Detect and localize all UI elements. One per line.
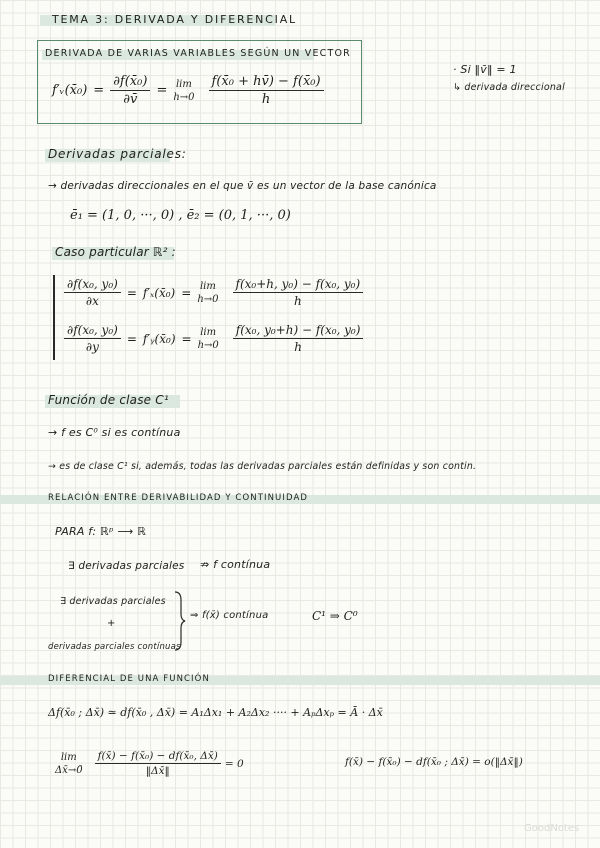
diff-lim-label: lim — [60, 751, 77, 763]
relation-intro: PARA f: ℝᵖ ⟶ ℝ — [55, 525, 147, 538]
partials-heading: Derivadas parciales: — [48, 147, 187, 161]
partial-y-limit — [198, 326, 219, 352]
watermark: GoodNotes — [524, 823, 580, 834]
differential-equation: Δf(x̄₀ ; Δx̄) ≃ df(x̄₀ , Δx̄) = A₁Δx₁ + A₂Δx₂ ···· + AₚΔxₚ = Ā · Δx̄ — [48, 706, 383, 719]
diff-limit-numerator: f(x̄) − f(x̄₀) − df(x̄₀, Δx̄) — [95, 750, 221, 764]
partial-y-quotient-denominator: h — [294, 340, 302, 354]
partial-x-numerator: ∂f(x₀, y₀) — [64, 277, 121, 293]
differentiability-limit — [55, 750, 244, 777]
continuous-partials: derivadas parciales contínuas — [48, 642, 181, 652]
fv-symbol: f′ᵥ(x̄₀) — [52, 83, 88, 98]
not-implies-continuous: ⇏ f contínua — [200, 558, 271, 571]
exists-partials-2: ∃ derivadas parciales — [60, 596, 166, 607]
relation-heading: RELACIÓN ENTRE DERIVABILIDAD Y CONTINUIDAD — [48, 493, 309, 503]
partial-y-lim-subscript: h→0 — [197, 339, 219, 351]
difference-quotient — [209, 74, 324, 107]
fx-symbol: f′ₓ(x̄₀) — [142, 285, 176, 300]
partial-y-denominator: ∂y — [85, 340, 99, 354]
page-title: TEMA 3: DERIVADA Y DIFERENCIAL — [52, 13, 297, 26]
c1-implies-c0: C¹ ⇒ C⁰ — [312, 609, 358, 623]
partial-numerator: ∂f(x̄₀) — [110, 74, 150, 91]
class-c1-definition: → es de clase C¹ si, además, todas las derivadas parciales están definidas y son contin. — [48, 461, 477, 472]
partial-denominator: ∂v̄ — [123, 92, 138, 107]
partial-x-lim-subscript: h→0 — [197, 293, 219, 305]
partial-x-quotient-denominator: h — [293, 294, 302, 308]
lim-subscript: h→0 — [173, 91, 195, 103]
partial-y-fraction — [64, 323, 121, 354]
partials-definition: → derivadas direccionales en el que v̄ es un vector de la base canónica — [48, 180, 437, 192]
diff-limit-denominator: ‖Δx̄‖ — [145, 765, 170, 777]
partial-x-quotient — [233, 277, 364, 308]
diff-limit-fraction — [95, 750, 221, 777]
fy-symbol: f′ᵧ(x̄₀) — [142, 331, 176, 346]
partial-x-equation: $\frac{\text{∂f(x₀, y₀)}}{\partial x}$ = f′ₓ(x̄₀) = lim h→0 $\frac{\text{f(x₀+h, y₀) − f(x₀, y₀)}}{h}$ — [64, 277, 363, 308]
plus-sign: + — [107, 618, 116, 629]
implies-continuous: ⇒ f(x̄) contínua — [190, 610, 269, 621]
case-heading: Caso particular ℝ² : — [55, 245, 176, 259]
partial-x-quotient-numerator: f(x₀+h, y₀) − f(x₀, y₀) — [233, 277, 364, 293]
directional-derivative-note: ↳ derivada direccional — [453, 82, 565, 93]
partial-y-quotient-numerator: f(x₀, y₀+h) − f(x₀, y₀) — [233, 323, 364, 339]
equals-zero: = 0 — [224, 757, 244, 770]
diff-lim-subscript: Δx̄→0̄ — [55, 764, 83, 776]
partial-x-fraction — [64, 277, 121, 308]
definition-title: DERIVADA DE VARIAS VARIABLES SEGÚN UN VECTOR — [45, 48, 351, 59]
lim-label: lim — [175, 78, 192, 90]
quotient-numerator: f(x̄₀ + hv̄) − f(x̄₀) — [209, 74, 324, 91]
partial-x-limit — [197, 280, 218, 306]
directional-derivative-formula: f′ᵥ(x̄₀) = $\frac{\text{∂f(x̄₀)}}{\partial v̄}$ = lim h→0 $\frac{\text{f(x̄₀ + hv̄) − f(x̄₀)}}{h}$ — [52, 74, 324, 107]
partial-x-denominator: ∂x — [85, 294, 99, 308]
brace-icon — [172, 590, 186, 652]
unit-vector-note: · Si ‖v̄‖ = 1 — [453, 63, 517, 76]
quotient-denominator: h — [261, 92, 271, 107]
partial-y-equation: $\frac{\text{∂f(x₀, y₀)}}{\partial y}$ = f′ᵧ(x̄₀) = lim h→0 $\frac{\text{f(x₀, y₀+h) − f(x₀, y₀)}}{h}$ — [64, 323, 363, 354]
case-left-bar — [53, 275, 55, 360]
class-c0-definition: → f es C⁰ si es contínua — [48, 426, 181, 439]
class-heading: Función de clase C¹ — [48, 393, 169, 407]
exists-partials: ∃ derivadas parciales — [68, 560, 185, 572]
partial-y-numerator: ∂f(x₀, y₀) — [64, 323, 121, 339]
differential-heading: DIFERENCIAL DE UNA FUNCIÓN — [48, 674, 210, 684]
diff-limit-operator — [55, 751, 83, 777]
partial-x-lim-label: lim — [199, 280, 216, 292]
limit-operator — [173, 78, 194, 104]
canonical-vectors: ē₁ = (1, 0, ···, 0) , ē₂ = (0, 1, ···, 0) — [70, 208, 291, 223]
partial-y-lim-label: lim — [200, 326, 217, 338]
partial-y-quotient — [233, 323, 364, 354]
partial-over-v — [110, 74, 150, 107]
little-o-equation: f(x̄) − f(x̄₀) − df(x̄₀ ; Δx̄) = o(‖Δx̄‖) — [345, 756, 523, 768]
